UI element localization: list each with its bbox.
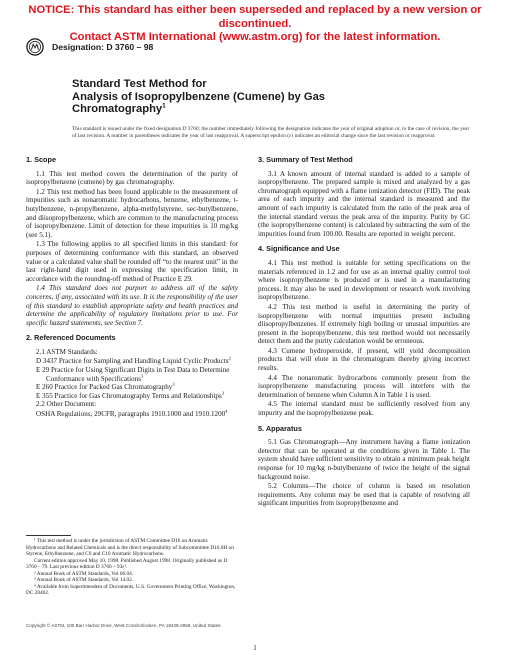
issuance-statement: This standard is issued under the fixed designation D 3760; the number immediately following the designation indicates the year of original adoption or, in the case of revision, the year of last revision. A number in parentheses indicates the year of last reapproval. A superscript epsilon (ε) indicates an editorial change since the last revision or reapproval. — [72, 126, 470, 139]
document-title — [72, 78, 412, 116]
section-5-heading: 5. Apparatus — [258, 423, 302, 433]
paragraph-4-2: 4.2 This test method is useful in determining the purity of isopropylbenzene with normal impurities present including diisopropylbenzenes. If extremely high boiling or unusual impurities are present in the isopropylbenzene, this test method would not necessarily detect them and the purity calculation would be erroneous. — [258, 302, 470, 346]
paragraph-4-4: 4.4 The nonaromatic hydrocarbons commonly present from the isopropylbenzene manufacturing process will interfere with the determination of benzene when Column A in Table 1 is used. — [258, 373, 470, 399]
section-3-heading: 3. Summary of Test Method — [258, 155, 353, 164]
paragraph-5-2: 5.2 Columns—The choice of column is based on resolution requirements. Any column may be used that is capable of resolving all significant impurities from isopropylbenzene and — [258, 482, 470, 508]
paragraph-5-1: 5.1 Gas Chromatograph—Any instrument having a flame ionization detector that can be operated at the conditions given in Table 1. The system should have sufficient sensitivity to obtain a minimum peak height response for 10 mg/kg n-butylbenzene of twice the height of the signal background noise. — [258, 438, 470, 481]
paragraph-3-1: 3.1 A known amount of internal standard is added to a sample of isopropylbenzene. The prepared sample is mixed and analyzed by a gas chromatograph equipped with a flame ionization detector (FID). The peak area of each impurity and the internal standard is measured and the amount of each impurity is calculated from the ratio of the peak area of the internal standard versus the peak area of the impurity. Purity by GC (the isopropylbenzene content) is calculated by subtracting the sum of the impurities found from 100.00. Results are reported in weight percent. — [258, 169, 470, 238]
paragraph-1-1: 1.1 This test method covers the determination of the purity of isopropylbenzene (cumene) by gas chromatography. — [26, 169, 238, 187]
designation: Designation: D 3760 – 98 — [52, 42, 154, 52]
page-number: 1 — [253, 644, 257, 652]
title-line-2: Analysis of Isopropylbenzene (Cumene) by Gas — [72, 90, 326, 103]
footnote-3: ³ Annual Book of ASTM Standards, Vol 14.02. — [34, 577, 134, 583]
paragraph-1-3: 1.3 The following applies to all specified limits in this standard: for purposes of determining conformance with this standard, an observed value or a calculated value shall be rounded off “to the nearest unit” in the last right-hand digit used in expressing the specification limit, in accordance with the rounding-off method of Practice E 29. — [26, 240, 238, 283]
left-column — [26, 156, 238, 419]
astm-standards-label: 2.1 ASTM Standards: — [36, 347, 98, 356]
other-documents-label: 2.2 Other Document: — [36, 400, 97, 409]
footnote-2: ² Annual Book of ASTM Standards, Vol 06.04. — [34, 570, 134, 577]
paragraph-4-1: 4.1 This test method is suitable for setting specifications on the materials referenced in 1.2 and for use as an internal quality control tool where isopropylbenzene is produced or is used in a manufacturing process. It may also be used in development or research work involving isopropylbenzene. — [258, 258, 470, 302]
title-line-1: Standard Test Method for — [72, 78, 207, 90]
reference-d3437: D 3437 Practice for Sampling and Handling Liquid Cyclic Products$^2$ — [36, 356, 231, 366]
title-line-3: Chromatography — [72, 103, 163, 116]
astm-logo-icon — [26, 38, 44, 56]
section-4-heading: 4. Significance and Use — [258, 244, 340, 254]
paragraph-1-4: 1.4 This standard does not purport to address all of the safety concerns, if any, associated with its use. It is the responsibility of the user of this standard to establish appropriate safety and health practices and determine the applicability of regulatory limitations prior to use. For specific hazard statements, see Section 7. — [26, 284, 238, 327]
footnote-1-edition: Current edition approved May 10, 1998. Published August 1998. Originally published as D 3760 – 79. Last previous edition D 3760 – 93ε¹. — [26, 557, 228, 570]
right-column — [258, 156, 470, 509]
reference-e260: E 260 Practice for Packed Gas Chromatography$^3$ — [36, 381, 175, 392]
footnotes — [26, 535, 238, 597]
section-1-heading: 1. Scope — [26, 155, 57, 164]
paragraph-4-5: 4.5 The internal standard must be sufficiently resolved from any impurity and the isopropylbenzene peak. — [258, 400, 470, 418]
notice-line-1: NOTICE: This standard has either been superseded and replaced by a new version or discontinued. — [28, 4, 482, 30]
footnote-divider — [26, 535, 71, 536]
copyright-line: Copyright © ASTM, 100 Barr Harbor Drive, West Conshohocken, PA 19428-2959, United States. — [26, 623, 222, 628]
title-footnote-mark: 1 — [162, 102, 166, 110]
notice-line-2: Contact ASTM International (www.astm.org) for the latest information. — [69, 31, 441, 43]
footnote-4: ⁴ Available from Superintendent of Documents, U.S. Government Printing Office, Washington, DC 20402. — [26, 583, 236, 596]
reference-e355: E 355 Practice for Gas Chromatography Terms and Relationships$^3$ — [36, 390, 225, 400]
paragraph-4-3: 4.3 Cumene hydroperoxide, if present, will yield decomposition products that will elute in the chromatogram thereby giving incorrect results. — [258, 346, 470, 373]
section-2-heading: 2. Referenced Documents — [26, 333, 116, 343]
designation-row — [26, 37, 153, 57]
reference-e29: E 29 Practice for Using Significant Digits in Test Data to Determine Conformance with Specifications$^3$ — [36, 366, 230, 383]
footnote-1: ¹ This test method is under the jurisdiction of ASTM Committee D16 on Aromatic Hydrocarbons and Related Chemicals and is the direct responsibility of Subcommittee D16.0H on Styrene, Ethylbenzene, and C9 and C10 Aromatic Hydrocarbons. — [26, 538, 234, 557]
reference-osha: OSHA Regulations, 29CFR, paragraphs 1910.1000 and 1910.1200$^4$ — [36, 408, 228, 419]
paragraph-1-2: 1.2 This test method has been found applicable to the measurement of impurities such as nonaromatic hydrocarbons, benzene, ethylbenzene, t-butylbenzene, n-propylbenzene, alpha-methylstyrene, sec-butylbenzene, and diisopropylbenzene, which are common to the manufacturing process of isopropylbenzene. Limit of detection for these impurities is 10 mg/kg (see 5.1). — [26, 187, 238, 239]
